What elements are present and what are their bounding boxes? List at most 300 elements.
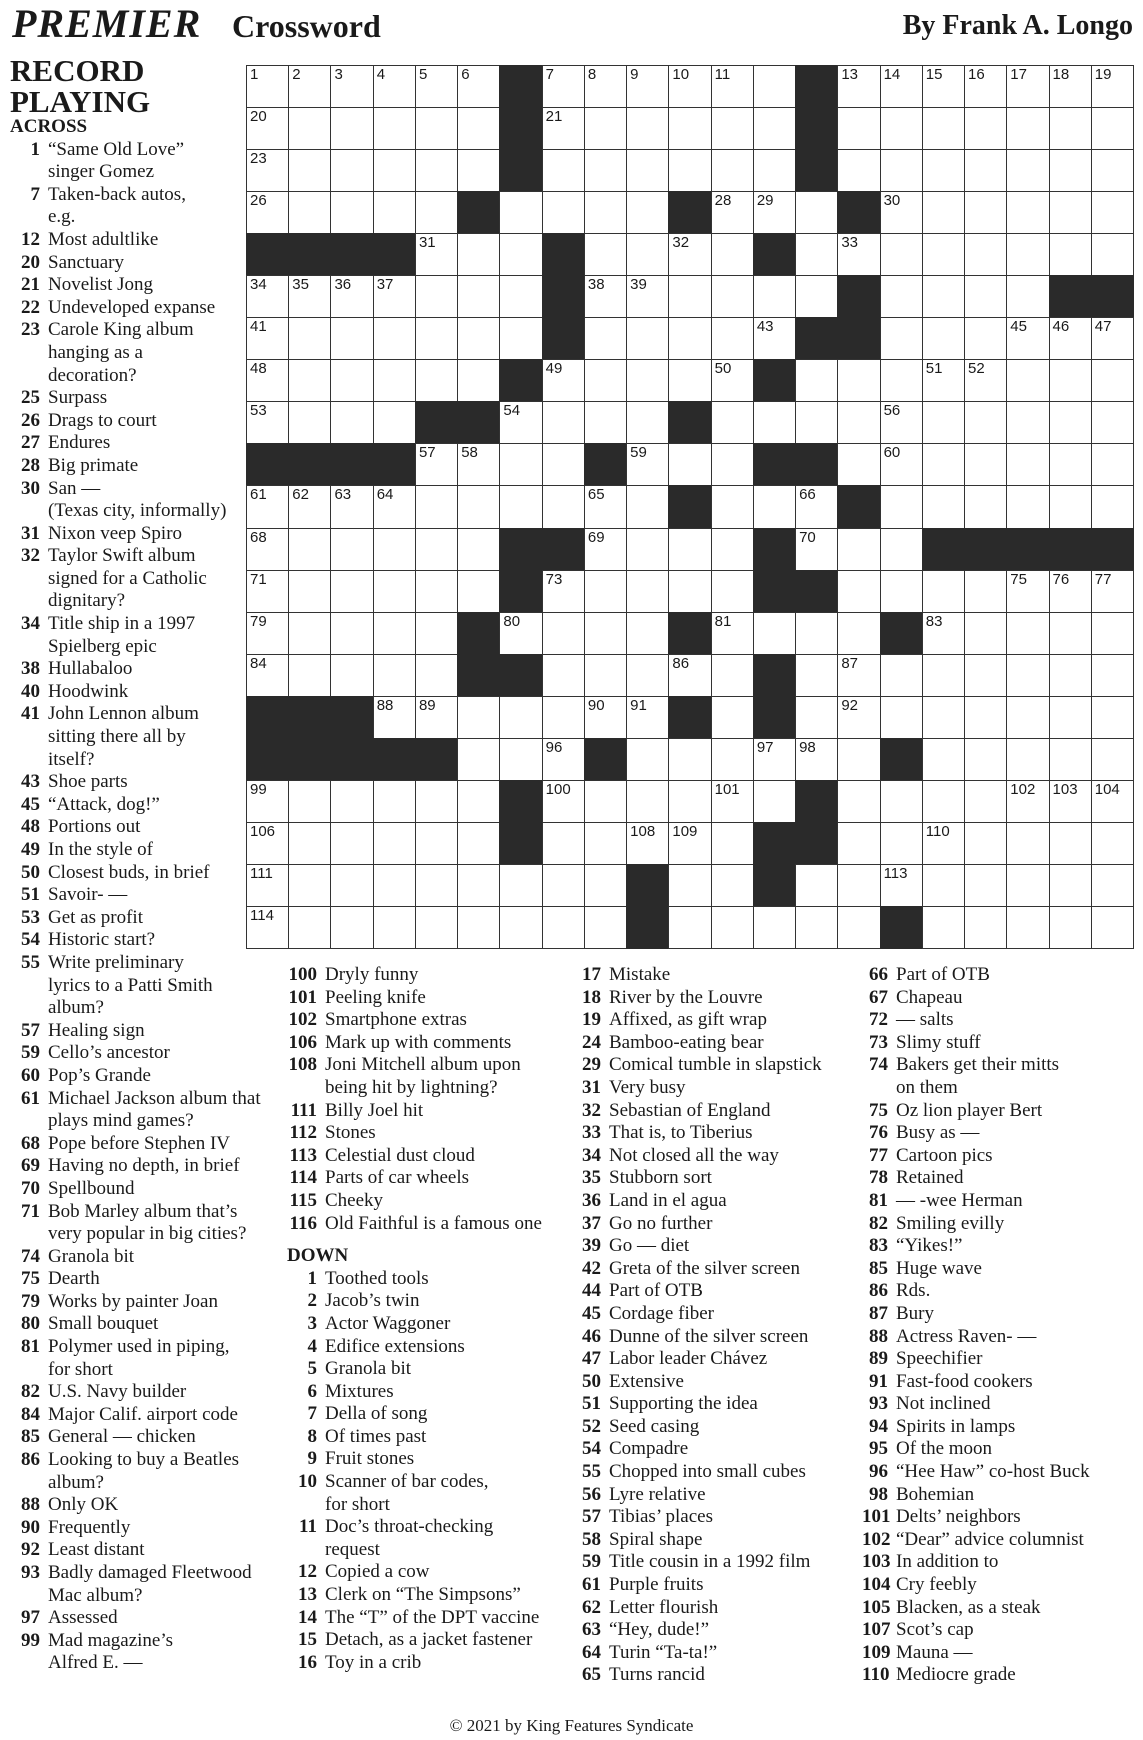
grid-cell[interactable] [373,149,416,192]
grid-cell[interactable] [711,528,754,571]
grid-cell[interactable] [415,864,458,907]
grid-cell[interactable] [415,191,458,234]
grid-cell[interactable] [1006,65,1049,108]
grid-cell[interactable] [457,528,500,571]
grid-cell[interactable] [922,485,965,528]
grid-cell[interactable] [964,107,1007,150]
grid-cell[interactable] [795,654,838,697]
grid-cell[interactable] [1006,570,1049,613]
grid-cell[interactable] [499,401,542,444]
grid-cell[interactable] [711,65,754,108]
grid-cell[interactable] [373,317,416,360]
grid-cell[interactable] [584,401,627,444]
grid-cell[interactable] [626,107,669,150]
grid-cell[interactable] [373,906,416,949]
grid-cell[interactable] [1091,233,1134,276]
grid-cell[interactable] [837,443,880,486]
grid-cell[interactable] [753,612,796,655]
grid-cell[interactable] [922,822,965,865]
grid-cell[interactable] [288,780,331,823]
grid-cell[interactable] [288,864,331,907]
grid-cell[interactable] [457,317,500,360]
grid-cell[interactable] [1049,822,1092,865]
grid-cell[interactable] [753,107,796,150]
grid-cell[interactable] [288,149,331,192]
grid-cell[interactable] [711,696,754,739]
grid-cell[interactable] [964,654,1007,697]
grid-cell[interactable] [542,359,585,402]
grid-cell[interactable] [922,191,965,234]
grid-cell[interactable] [922,317,965,360]
grid-cell[interactable] [880,822,923,865]
grid-cell[interactable] [288,485,331,528]
grid-cell[interactable] [795,528,838,571]
grid-cell[interactable] [1049,233,1092,276]
grid-cell[interactable] [795,191,838,234]
grid-cell[interactable] [584,696,627,739]
grid-cell[interactable] [837,654,880,697]
grid-cell[interactable] [922,738,965,781]
grid-cell[interactable] [711,822,754,865]
grid-cell[interactable] [880,275,923,318]
grid-cell[interactable] [795,738,838,781]
grid-cell[interactable] [330,149,373,192]
grid-cell[interactable] [880,570,923,613]
grid-cell[interactable] [330,485,373,528]
grid-cell[interactable] [711,570,754,613]
grid-cell[interactable] [626,401,669,444]
grid-cell[interactable] [922,443,965,486]
grid-cell[interactable] [584,528,627,571]
grid-cell[interactable] [542,696,585,739]
grid-cell[interactable] [1091,864,1134,907]
grid-cell[interactable] [626,612,669,655]
grid-cell[interactable] [584,780,627,823]
grid-cell[interactable] [1006,612,1049,655]
grid-cell[interactable] [1006,317,1049,360]
grid-cell[interactable] [373,107,416,150]
grid-cell[interactable] [457,780,500,823]
grid-cell[interactable] [711,443,754,486]
grid-cell[interactable] [415,654,458,697]
grid-cell[interactable] [1091,317,1134,360]
grid-cell[interactable] [711,401,754,444]
grid-cell[interactable] [415,612,458,655]
grid-cell[interactable] [499,485,542,528]
grid-cell[interactable] [457,738,500,781]
grid-cell[interactable] [880,443,923,486]
grid-cell[interactable] [753,275,796,318]
grid-cell[interactable] [330,612,373,655]
grid-cell[interactable] [373,570,416,613]
grid-cell[interactable] [288,401,331,444]
grid-cell[interactable] [1006,149,1049,192]
grid-cell[interactable] [373,612,416,655]
grid-cell[interactable] [542,612,585,655]
grid-cell[interactable] [1006,275,1049,318]
grid-cell[interactable] [373,528,416,571]
grid-cell[interactable] [542,864,585,907]
grid-cell[interactable] [711,359,754,402]
grid-cell[interactable] [964,233,1007,276]
grid-cell[interactable] [837,738,880,781]
grid-cell[interactable] [457,65,500,108]
grid-cell[interactable] [373,191,416,234]
grid-cell[interactable] [584,906,627,949]
grid-cell[interactable] [1091,359,1134,402]
grid-cell[interactable] [457,149,500,192]
grid-cell[interactable] [1006,822,1049,865]
grid-cell[interactable] [837,528,880,571]
grid-cell[interactable] [457,864,500,907]
grid-cell[interactable] [330,654,373,697]
grid-cell[interactable] [584,359,627,402]
grid-cell[interactable] [837,65,880,108]
grid-cell[interactable] [795,864,838,907]
grid-cell[interactable] [964,612,1007,655]
grid-cell[interactable] [1091,191,1134,234]
grid-cell[interactable] [922,65,965,108]
grid-cell[interactable] [626,822,669,865]
grid-cell[interactable] [964,822,1007,865]
grid-cell[interactable] [1006,401,1049,444]
grid-cell[interactable] [1049,780,1092,823]
grid-cell[interactable] [1006,443,1049,486]
grid-cell[interactable] [542,149,585,192]
grid-cell[interactable] [330,275,373,318]
grid-cell[interactable] [1091,107,1134,150]
grid-cell[interactable] [880,191,923,234]
grid-cell[interactable] [246,65,289,108]
grid-cell[interactable] [964,485,1007,528]
grid-cell[interactable] [880,696,923,739]
grid-cell[interactable] [584,822,627,865]
grid-cell[interactable] [542,906,585,949]
grid-cell[interactable] [499,317,542,360]
grid-cell[interactable] [1091,738,1134,781]
grid-cell[interactable] [880,359,923,402]
grid-cell[interactable] [837,822,880,865]
grid-cell[interactable] [1049,401,1092,444]
grid-cell[interactable] [457,570,500,613]
grid-cell[interactable] [584,275,627,318]
grid-cell[interactable] [330,191,373,234]
grid-cell[interactable] [880,317,923,360]
grid-cell[interactable] [584,485,627,528]
grid-cell[interactable] [795,233,838,276]
grid-cell[interactable] [626,443,669,486]
grid-cell[interactable] [288,528,331,571]
grid-cell[interactable] [626,317,669,360]
grid-cell[interactable] [330,528,373,571]
grid-cell[interactable] [330,65,373,108]
grid-cell[interactable] [626,65,669,108]
grid-cell[interactable] [1006,191,1049,234]
grid-cell[interactable] [542,570,585,613]
grid-cell[interactable] [964,864,1007,907]
grid-cell[interactable] [330,780,373,823]
grid-cell[interactable] [795,696,838,739]
grid-cell[interactable] [1049,149,1092,192]
grid-cell[interactable] [288,317,331,360]
grid-cell[interactable] [1006,738,1049,781]
grid-cell[interactable] [711,864,754,907]
grid-cell[interactable] [1049,359,1092,402]
grid-cell[interactable] [880,65,923,108]
grid-cell[interactable] [330,864,373,907]
grid-cell[interactable] [288,612,331,655]
grid-cell[interactable] [837,359,880,402]
grid-cell[interactable] [1091,906,1134,949]
grid-cell[interactable] [415,275,458,318]
grid-cell[interactable] [415,822,458,865]
grid-cell[interactable] [626,570,669,613]
grid-cell[interactable] [1091,485,1134,528]
grid-cell[interactable] [288,65,331,108]
grid-cell[interactable] [711,191,754,234]
grid-cell[interactable] [626,191,669,234]
grid-cell[interactable] [373,822,416,865]
grid-cell[interactable] [837,696,880,739]
grid-cell[interactable] [964,65,1007,108]
grid-cell[interactable] [711,233,754,276]
grid-cell[interactable] [922,359,965,402]
grid-cell[interactable] [880,233,923,276]
grid-cell[interactable] [330,107,373,150]
grid-cell[interactable] [837,906,880,949]
grid-cell[interactable] [584,317,627,360]
grid-cell[interactable] [922,906,965,949]
grid-cell[interactable] [964,191,1007,234]
grid-cell[interactable] [1049,612,1092,655]
grid-cell[interactable] [288,107,331,150]
grid-cell[interactable] [373,401,416,444]
grid-cell[interactable] [457,275,500,318]
grid-cell[interactable] [964,570,1007,613]
grid-cell[interactable] [373,864,416,907]
grid-cell[interactable] [964,401,1007,444]
grid-cell[interactable] [753,317,796,360]
grid-cell[interactable] [964,443,1007,486]
grid-cell[interactable] [753,485,796,528]
grid-cell[interactable] [880,864,923,907]
grid-cell[interactable] [1049,485,1092,528]
grid-cell[interactable] [668,275,711,318]
grid-cell[interactable] [711,275,754,318]
grid-cell[interactable] [795,359,838,402]
grid-cell[interactable] [1049,107,1092,150]
grid-cell[interactable] [584,233,627,276]
grid-cell[interactable] [1006,780,1049,823]
grid-cell[interactable] [1049,738,1092,781]
grid-cell[interactable] [1091,654,1134,697]
grid-cell[interactable] [373,696,416,739]
grid-cell[interactable] [795,275,838,318]
grid-cell[interactable] [542,738,585,781]
grid-cell[interactable] [922,233,965,276]
grid-cell[interactable] [584,107,627,150]
grid-cell[interactable] [668,570,711,613]
grid-cell[interactable] [626,738,669,781]
grid-cell[interactable] [1091,443,1134,486]
grid-cell[interactable] [542,401,585,444]
grid-cell[interactable] [415,780,458,823]
grid-cell[interactable] [668,528,711,571]
grid-cell[interactable] [1091,780,1134,823]
grid-cell[interactable] [795,485,838,528]
grid-cell[interactable] [711,780,754,823]
grid-cell[interactable] [457,443,500,486]
grid-cell[interactable] [964,317,1007,360]
grid-cell[interactable] [542,485,585,528]
grid-cell[interactable] [668,317,711,360]
grid-cell[interactable] [499,696,542,739]
grid-cell[interactable] [753,191,796,234]
grid-cell[interactable] [584,149,627,192]
grid-cell[interactable] [711,317,754,360]
grid-cell[interactable] [373,359,416,402]
grid-cell[interactable] [499,443,542,486]
grid-cell[interactable] [1049,317,1092,360]
grid-cell[interactable] [373,780,416,823]
grid-cell[interactable] [922,149,965,192]
grid-cell[interactable] [415,233,458,276]
grid-cell[interactable] [668,65,711,108]
grid-cell[interactable] [288,359,331,402]
grid-cell[interactable] [626,233,669,276]
grid-cell[interactable] [668,149,711,192]
grid-cell[interactable] [711,906,754,949]
grid-cell[interactable] [457,233,500,276]
grid-cell[interactable] [542,191,585,234]
grid-cell[interactable] [415,906,458,949]
grid-cell[interactable] [1049,191,1092,234]
grid-cell[interactable] [499,275,542,318]
grid-cell[interactable] [626,359,669,402]
grid-cell[interactable] [415,149,458,192]
grid-cell[interactable] [795,906,838,949]
grid-cell[interactable] [288,822,331,865]
grid-cell[interactable] [964,359,1007,402]
grid-cell[interactable] [542,654,585,697]
grid-cell[interactable] [542,107,585,150]
grid-cell[interactable] [330,359,373,402]
grid-cell[interactable] [753,780,796,823]
grid-cell[interactable] [1006,485,1049,528]
grid-cell[interactable] [499,738,542,781]
grid-cell[interactable] [711,485,754,528]
grid-cell[interactable] [837,401,880,444]
grid-cell[interactable] [668,822,711,865]
grid-cell[interactable] [795,612,838,655]
grid-cell[interactable] [330,570,373,613]
grid-cell[interactable] [1006,359,1049,402]
grid-cell[interactable] [880,528,923,571]
grid-cell[interactable] [1006,654,1049,697]
grid-cell[interactable] [668,738,711,781]
grid-cell[interactable] [880,149,923,192]
grid-cell[interactable] [288,275,331,318]
grid-cell[interactable] [584,191,627,234]
grid-cell[interactable] [711,149,754,192]
grid-cell[interactable] [1006,107,1049,150]
grid-cell[interactable] [457,696,500,739]
grid-cell[interactable] [542,443,585,486]
grid-cell[interactable] [880,654,923,697]
grid-cell[interactable] [415,570,458,613]
grid-cell[interactable] [668,864,711,907]
grid-cell[interactable] [1049,906,1092,949]
grid-cell[interactable] [584,65,627,108]
grid-cell[interactable] [880,401,923,444]
grid-cell[interactable] [922,864,965,907]
grid-cell[interactable] [288,191,331,234]
grid-cell[interactable] [922,696,965,739]
grid-cell[interactable] [837,864,880,907]
grid-cell[interactable] [499,233,542,276]
grid-cell[interactable] [373,65,416,108]
grid-cell[interactable] [584,612,627,655]
grid-cell[interactable] [880,485,923,528]
grid-cell[interactable] [626,275,669,318]
grid-cell[interactable] [626,528,669,571]
grid-cell[interactable] [499,906,542,949]
grid-cell[interactable] [1006,906,1049,949]
grid-cell[interactable] [711,654,754,697]
grid-cell[interactable] [1049,570,1092,613]
grid-cell[interactable] [668,443,711,486]
grid-cell[interactable] [753,906,796,949]
grid-cell[interactable] [753,149,796,192]
grid-cell[interactable] [1091,570,1134,613]
grid-cell[interactable] [330,401,373,444]
grid-cell[interactable] [922,612,965,655]
grid-cell[interactable] [668,906,711,949]
grid-cell[interactable] [415,107,458,150]
grid-cell[interactable] [668,654,711,697]
grid-cell[interactable] [373,654,416,697]
grid-cell[interactable] [837,780,880,823]
grid-cell[interactable] [415,528,458,571]
grid-cell[interactable] [964,780,1007,823]
grid-cell[interactable] [668,107,711,150]
grid-cell[interactable] [499,612,542,655]
grid-cell[interactable] [415,696,458,739]
grid-cell[interactable] [584,570,627,613]
grid-cell[interactable] [499,191,542,234]
grid-cell[interactable] [330,906,373,949]
grid-cell[interactable] [922,570,965,613]
grid-cell[interactable] [330,822,373,865]
grid-cell[interactable] [288,570,331,613]
grid-cell[interactable] [626,654,669,697]
grid-cell[interactable] [1049,65,1092,108]
grid-cell[interactable] [880,780,923,823]
grid-cell[interactable] [584,864,627,907]
grid-cell[interactable] [837,570,880,613]
grid-cell[interactable] [584,654,627,697]
grid-cell[interactable] [626,696,669,739]
grid-cell[interactable] [288,906,331,949]
grid-cell[interactable] [457,107,500,150]
grid-cell[interactable] [837,233,880,276]
grid-cell[interactable] [415,443,458,486]
grid-cell[interactable] [964,906,1007,949]
grid-cell[interactable] [711,612,754,655]
grid-cell[interactable] [711,738,754,781]
grid-cell[interactable] [626,485,669,528]
grid-cell[interactable] [330,317,373,360]
